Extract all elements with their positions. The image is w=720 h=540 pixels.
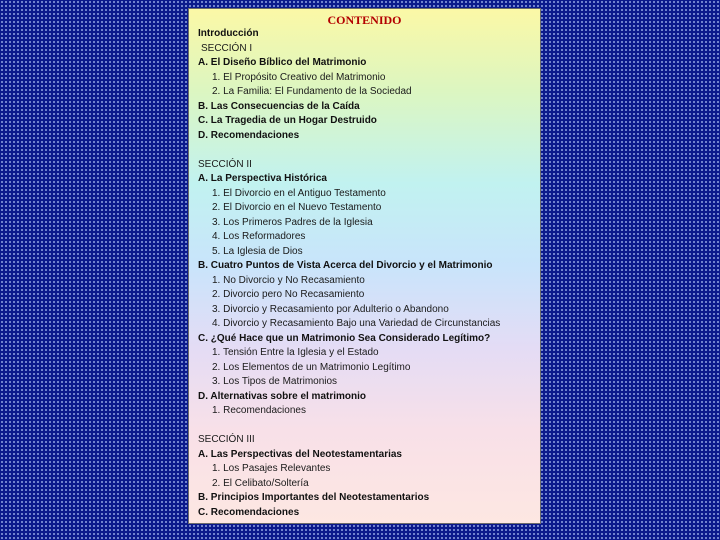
toc-line: B. Cuatro Puntos de Vista Acerca del Divorcio y el Matrimonio (198, 260, 493, 271)
toc-line: 1. El Propósito Creativo del Matrimonio (212, 71, 386, 83)
toc-line: D. Recomendaciones (198, 129, 300, 141)
toc-line: C. La Tragedia de un Hogar Destruido (198, 115, 377, 126)
toc-line: 4. Divorcio y Recasamiento Bajo una Variedad de Circunstancias (212, 318, 501, 329)
toc-line: 3. Los Tipos de Matrimonios (212, 376, 338, 387)
toc-line: 2. Los Elementos de un Matrimonio Legítimo (212, 361, 411, 373)
toc-line: 2. El Divorcio en el Nuevo Testamento (212, 202, 382, 213)
toc-line: A. Las Perspectivas del Neotestamentarias (198, 448, 402, 460)
toc-line: 1. No Divorcio y No Recasamiento (212, 274, 365, 286)
toc-line: B. Principios Importantes del Neotestamentarios (198, 492, 430, 503)
toc-line: 2. El Celibato/Soltería (212, 477, 309, 489)
page-title: CONTENIDO (327, 13, 402, 27)
toc-line: C. ¿Qué Hace que un Matrimonio Sea Considerado Legítimo? (198, 332, 491, 344)
toc-line: 1. El Divorcio en el Antiguo Testamento (212, 187, 386, 199)
table-of-contents (198, 27, 536, 520)
toc-line: 4. Los Reformadores (212, 231, 306, 242)
toc-line: C. Recomendaciones (198, 506, 300, 518)
toc-line: B. Las Consecuencias de la Caída (198, 100, 360, 112)
toc-line: 2. La Familia: El Fundamento de la Sociedad (212, 86, 412, 97)
toc-line: A. La Perspectiva Histórica (198, 173, 327, 184)
toc-line: 3. Los Primeros Padres de la Iglesia (212, 216, 373, 228)
toc-line: 5. La Iglesia de Dios (212, 245, 303, 257)
contents-page (188, 8, 541, 524)
toc-line: 2. Divorcio pero No Recasamiento (212, 289, 365, 300)
toc-line: 3. Divorcio y Recasamiento por Adulterio o Abandono (212, 303, 449, 315)
toc-line: SECCIÓN I (201, 42, 253, 54)
toc-line: 1. Tensión Entre la Iglesia y el Estado (212, 347, 379, 358)
toc-line: 1. Recomendaciones (212, 405, 306, 416)
toc-line: Introducción (198, 28, 259, 39)
toc-spacer (198, 419, 536, 434)
toc-line: A. El Diseño Bíblico del Matrimonio (198, 57, 367, 68)
toc-line: D. Alternativas sobre el matrimonio (198, 390, 367, 402)
toc-line: SECCIÓN III (198, 434, 255, 445)
toc-spacer (198, 143, 536, 158)
toc-line: SECCIÓN II (198, 158, 252, 170)
toc-line: 1. Los Pasajes Relevantes (212, 463, 331, 474)
